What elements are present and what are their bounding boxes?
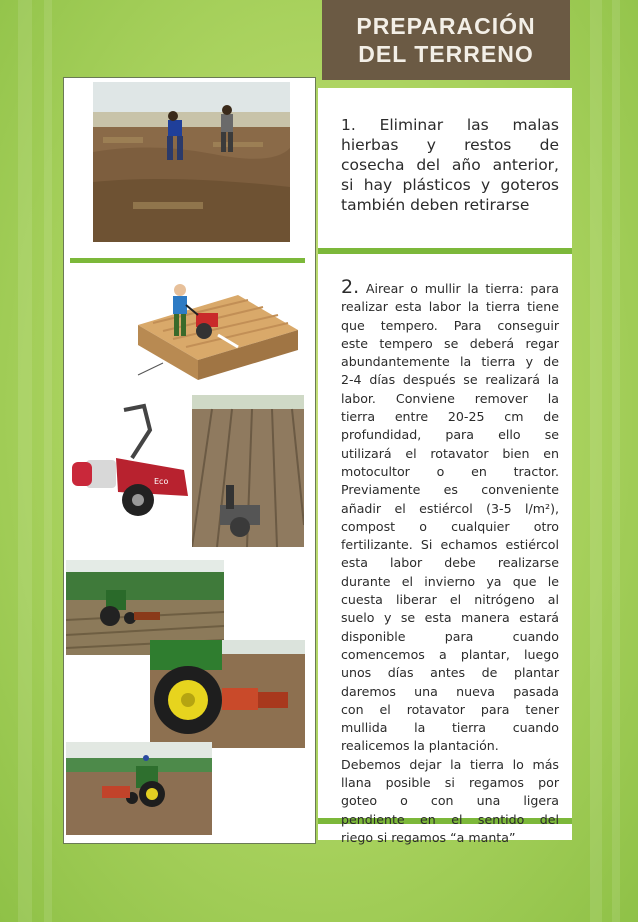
step-2-line: daremos una nueva pasada [341, 683, 559, 699]
step-2-line: fertilizante. Si echamos estiércol [341, 537, 559, 553]
step-2-line: con el rotavator para tener [341, 701, 559, 717]
step-2-line: suelo y se esta manera estará [341, 610, 559, 626]
step-1-line: hierbas y restos de [341, 136, 559, 154]
step-1-line: cosecha del año anterior, [341, 156, 559, 174]
step-2-line: Debemos dejar la tierra lo más [341, 756, 559, 772]
step-2-line: unos días antes de plantar [341, 665, 559, 681]
step-2-line: Previamente es conveniente [341, 482, 559, 498]
step-2-line: añadir el estiércol (3-5 l/m²), [341, 500, 559, 516]
step-2-line: disponible para cuando [341, 628, 559, 644]
step-2-line: llana posible si regamos por [341, 775, 559, 791]
step-2-line: durante el invierno ya que le [341, 573, 559, 589]
step-2-line: profundidad, para ello se [341, 427, 559, 443]
step-1-paragraph [341, 115, 559, 215]
step-1-line: 1. Eliminar las malas [341, 116, 559, 134]
step-2-line: que tempero. Para conseguir [341, 317, 559, 333]
photo-tractor-rotavator [66, 742, 212, 835]
step-2-line: goteo o con una ligera [341, 793, 559, 809]
divider-bar [70, 258, 305, 263]
step-2-line: realizar esta labor la tierra tiene [341, 299, 559, 315]
step-2-line: realicemos la plantación. [341, 738, 499, 754]
step-2-line: utilizará el rotavator bien en [341, 445, 559, 461]
step-1-line: si hay plásticos y goteros [341, 176, 559, 194]
step-2-line: compost o cualquier otro [341, 518, 559, 534]
step-2-line: cuesta liberar el nitrógeno al [341, 592, 559, 608]
step-2-line: abundantemente la tierra y de [341, 354, 559, 370]
divider-bar-top [318, 248, 572, 254]
step-2-line: este tempero se deberá regar [341, 335, 559, 351]
step-2-line: labor. Conviene remover la [341, 390, 559, 406]
step-2-line: esta labor debe realizarse [341, 555, 559, 571]
step-2-line: pendiente en el sentido del [341, 811, 559, 827]
svg-text:Eco: Eco [154, 477, 169, 486]
step-2-number: 2. [341, 276, 360, 298]
page-title [322, 0, 570, 80]
photo-red-rototiller [66, 400, 194, 525]
step-2-line: 2-4 días después se realizará la [341, 372, 559, 388]
illustration-rototiller [118, 275, 308, 385]
title-line-2: DEL TERRENO [358, 41, 534, 67]
photo-green-tractor-wheel [150, 640, 305, 748]
step-2-line: motocultor o en tractor. [341, 463, 559, 479]
photo-field-furrows [192, 395, 304, 547]
step-2-line: comencemos a plantar, luego [341, 646, 559, 662]
step-2-line: tierra entre 20-25 cm de [341, 409, 559, 425]
step-2-line: riego si regamos “a manta” [341, 829, 516, 845]
title-line-1: PREPARACIÓN [356, 13, 536, 39]
step-2-first-line [341, 278, 559, 298]
step-2-paragraph [341, 278, 559, 847]
step-1-line: también deben retirarse [341, 196, 530, 214]
step-2-line: Airear o mullir la tierra: para [359, 281, 559, 296]
step-2-line: mullida la tierra cuando [341, 720, 559, 736]
photo-clearing-weeds [93, 82, 290, 242]
